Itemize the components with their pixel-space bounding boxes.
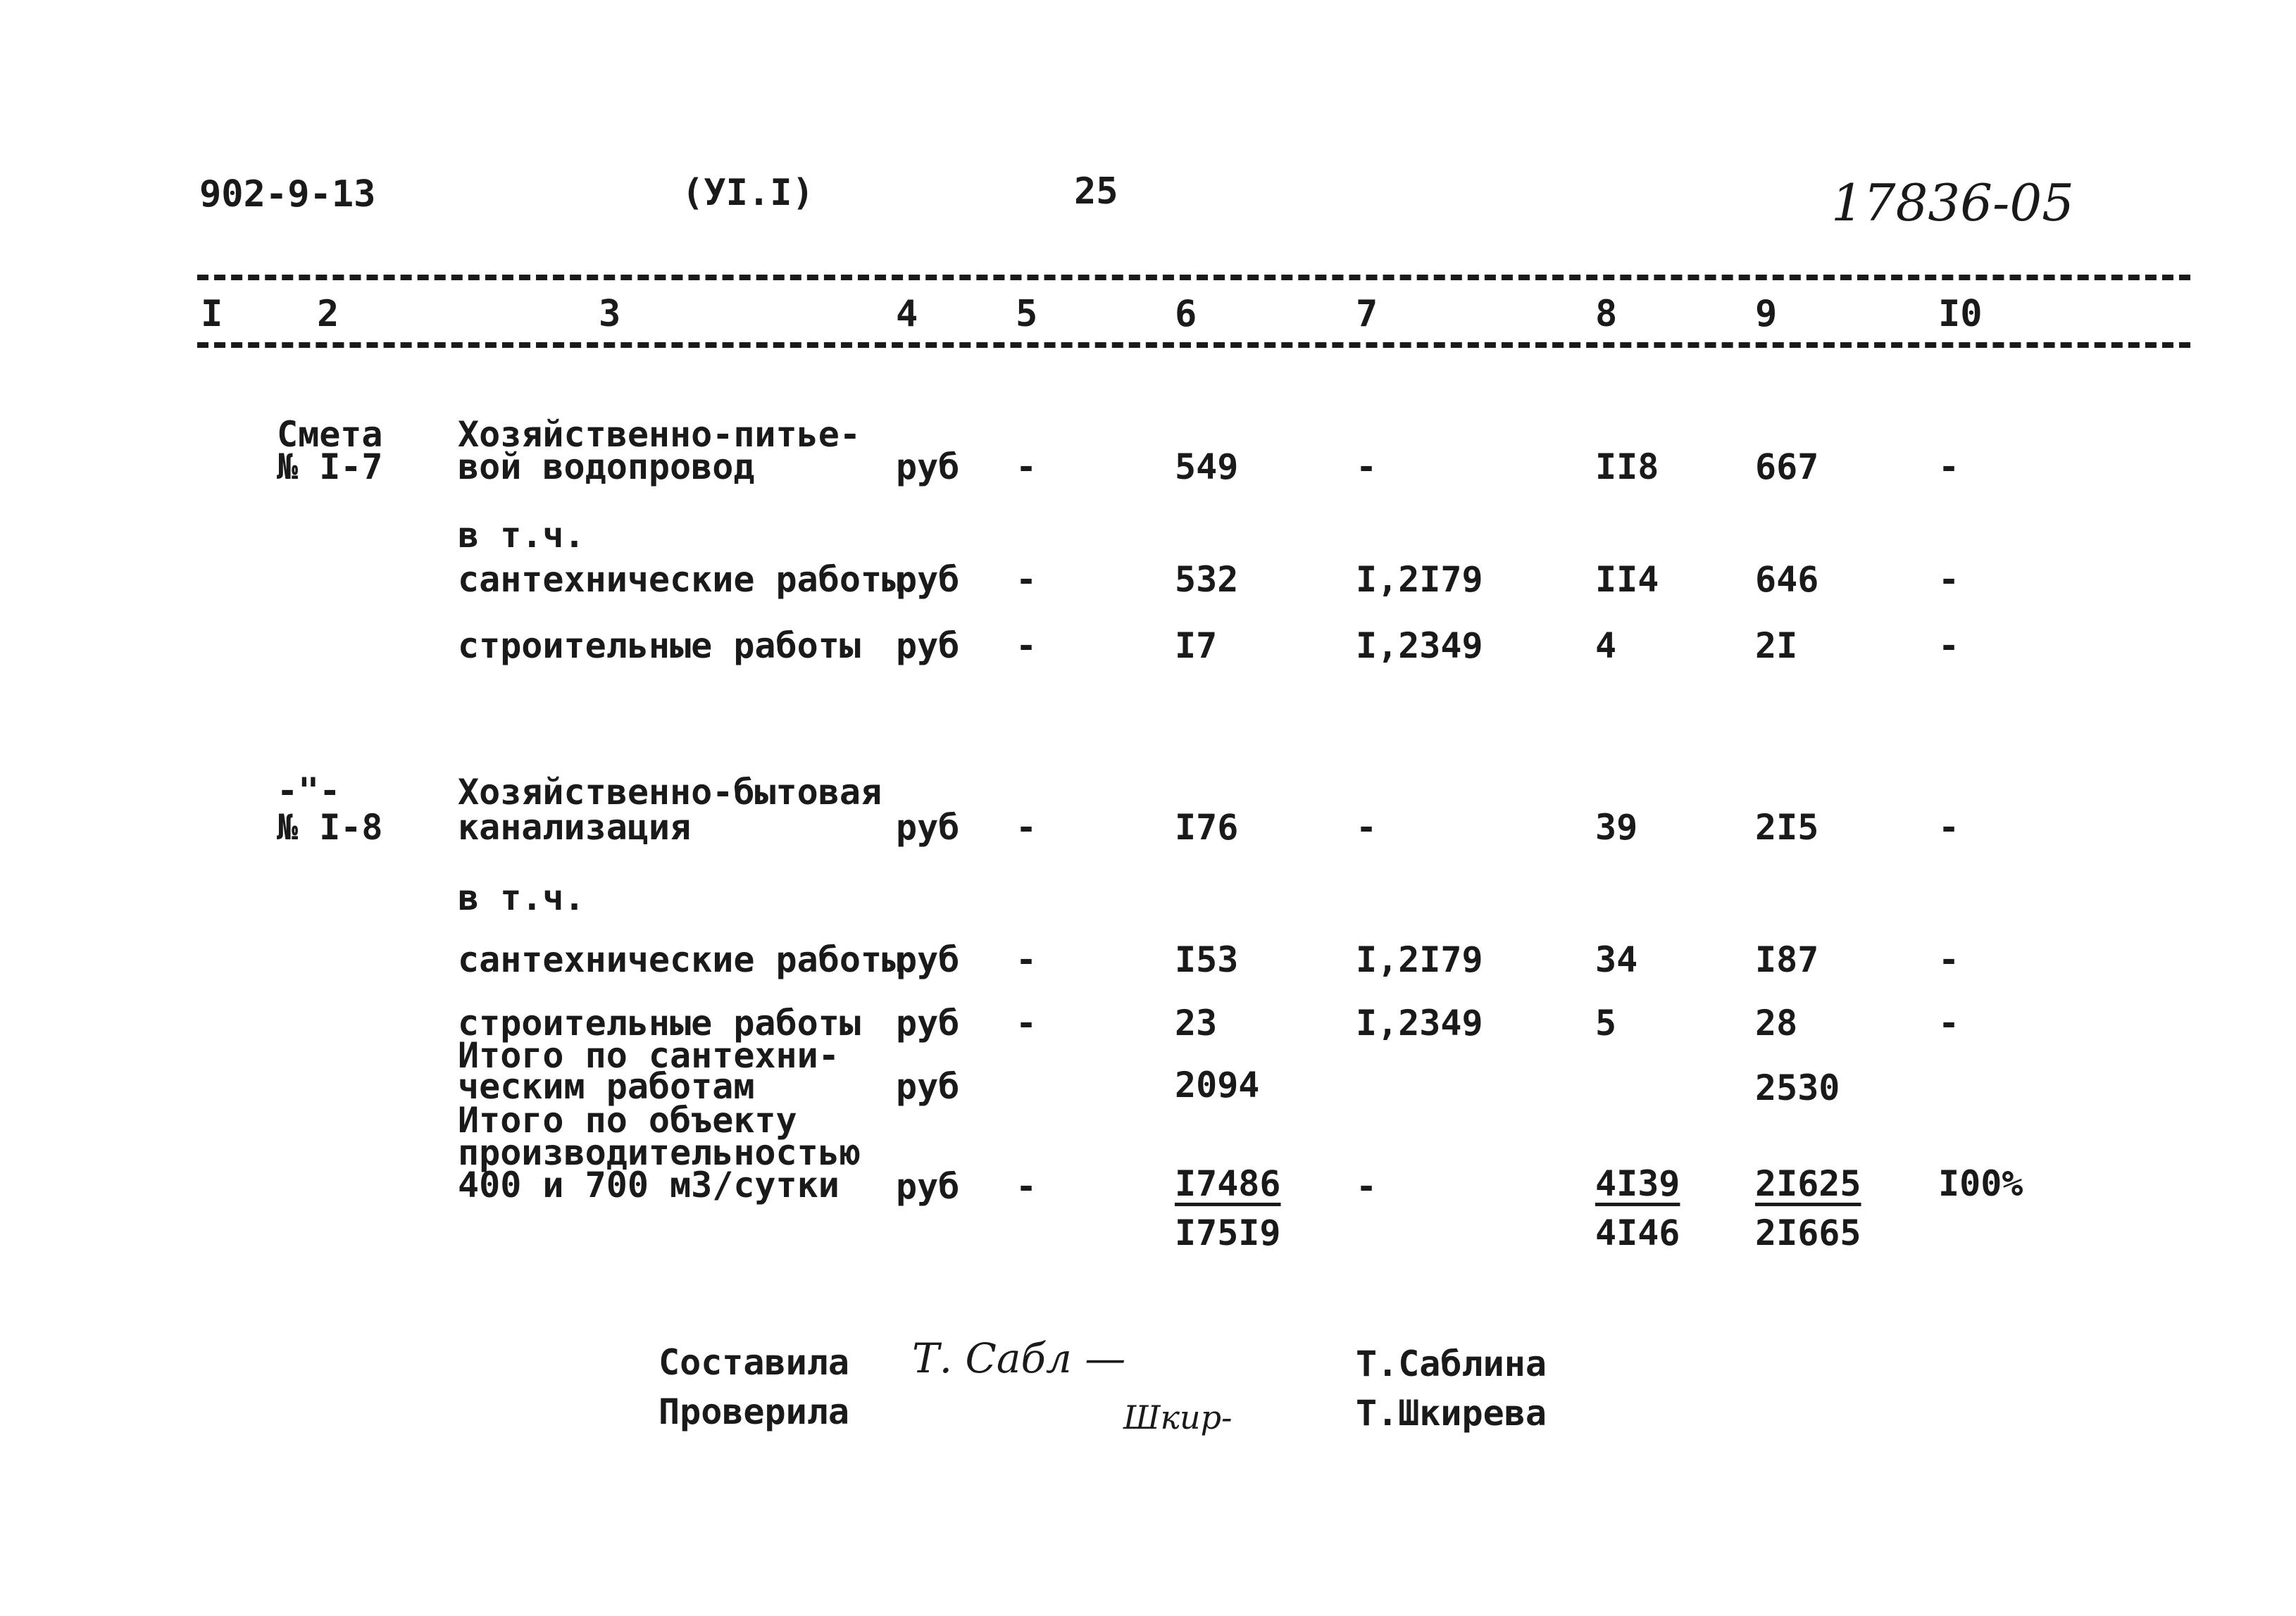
cell-col7: I,2349 [1356,625,1483,666]
item-name: ческим работам [458,1066,755,1107]
cell-col8: 34 [1595,939,1638,980]
cell-col7: - [1356,807,1378,848]
item-name: канализация [458,807,692,848]
item-name: Хозяйственно-питье- [458,414,861,455]
unit: руб [896,1166,960,1207]
cell-col9: 2530 [1755,1067,1840,1108]
cell-col9: 667 [1755,446,1819,487]
unit: руб [896,1066,960,1107]
cell-col6: I53 [1175,939,1239,980]
document-code: 902-9-13 [199,173,376,215]
cell-col8: II4 [1595,559,1659,600]
cell-col10: - [1938,446,1960,487]
section-number: (УI.I) [682,172,814,214]
cell-col9: 28 [1755,1003,1798,1044]
cell-col10: - [1938,559,1960,600]
cell-col5: - [1016,1166,1037,1207]
column-number: 6 [1175,293,1197,335]
cell-col9: 646 [1755,559,1819,600]
column-number: 5 [1016,293,1038,335]
item-name: Итого по объекту [458,1100,797,1141]
item-name: Итого по сантехни- [458,1035,840,1076]
cell-col6-top: I7486 [1175,1163,1281,1204]
cell-col8: 5 [1595,1003,1617,1044]
estimate-ref: -"- [277,770,341,811]
cell-col5: - [1016,625,1037,666]
unit: руб [896,1003,960,1044]
cell-col5: - [1016,939,1037,980]
cell-col10: I00% [1938,1163,2023,1204]
item-name: сантехнические работы [458,559,904,600]
cell-col9-top: 2I625 [1755,1163,1861,1204]
cell-col5: - [1016,559,1037,600]
unit: руб [896,559,960,600]
column-number: 8 [1595,293,1618,335]
checked-signature: Шкир- [1123,1398,1233,1436]
cell-col7: I,2I79 [1356,559,1483,600]
item-name: Хозяйственно-бытовая [458,772,882,813]
cell-col8-bottom: 4I46 [1595,1213,1680,1253]
cell-col6: 23 [1175,1003,1218,1044]
item-name: строительные работы [458,1003,861,1044]
cell-col9-bottom: 2I665 [1755,1213,1861,1253]
checked-label: Проверила [659,1391,849,1432]
cell-col8: 4 [1595,625,1617,666]
including-label: в т.ч. [458,515,585,556]
compiled-label: Составила [659,1342,849,1383]
cell-col9: 2I5 [1755,807,1819,848]
cell-col6: I7 [1175,625,1218,666]
unit: руб [896,807,960,848]
item-name: вой водопровод [458,446,755,487]
estimate-ref: Смета [277,414,383,455]
cell-col10: - [1938,939,1960,980]
cell-col9: 2I [1755,625,1798,666]
cell-col6: 532 [1175,559,1239,600]
cell-col10: - [1938,1003,1960,1044]
column-number: 4 [896,293,918,335]
compiled-name: Т.Саблина [1356,1343,1547,1384]
column-number: I0 [1938,293,1983,335]
cell-col7: - [1356,1166,1378,1207]
cell-col10: - [1938,625,1960,666]
cell-col6-bottom: I75I9 [1175,1213,1281,1253]
archive-number: 17836-05 [1831,173,2074,232]
compiled-signature: Т. Сабл — [912,1334,1126,1382]
unit: руб [896,625,960,666]
cell-col8-top: 4I39 [1595,1163,1680,1204]
estimate-ref: № I-8 [277,807,383,848]
cell-col8: II8 [1595,446,1659,487]
item-name: производительностью [458,1132,861,1173]
table-header-rule [197,342,2190,348]
column-number: 3 [599,293,621,335]
cell-col6: 2094 [1175,1065,1260,1105]
cell-col5: - [1016,1003,1037,1044]
column-number: 9 [1755,293,1778,335]
column-number: I [201,293,223,335]
cell-col7: I,2I79 [1356,939,1483,980]
including-label: в т.ч. [458,877,585,918]
table-top-rule [197,275,2190,280]
column-number: 7 [1356,293,1378,335]
cell-col9: I87 [1755,939,1819,980]
item-name: сантехнические работы [458,939,904,980]
cell-col7: I,2349 [1356,1003,1483,1044]
unit: руб [896,446,960,487]
estimate-ref: № I-7 [277,446,383,487]
unit: руб [896,939,960,980]
cell-col8: 39 [1595,807,1638,848]
checked-name: Т.Шкирева [1356,1393,1547,1434]
cell-col7: - [1356,446,1378,487]
cell-col10: - [1938,807,1960,848]
cell-col6: 549 [1175,446,1239,487]
column-number: 2 [317,293,339,335]
cell-col5: - [1016,807,1037,848]
item-name: 400 и 700 м3/сутки [458,1165,840,1205]
item-name: строительные работы [458,625,861,666]
cell-col5: - [1016,446,1037,487]
cell-col6: I76 [1175,807,1239,848]
page-number: 25 [1074,170,1118,213]
